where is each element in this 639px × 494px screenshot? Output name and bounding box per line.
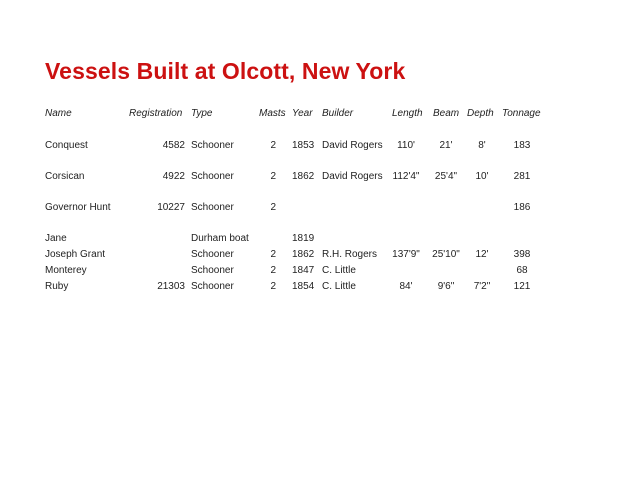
header-registration: Registration: [129, 108, 183, 119]
vessel-type: Schooner: [191, 202, 234, 213]
vessel-tonnage: 68: [516, 265, 528, 276]
vessel-tonnage: 398: [513, 249, 531, 260]
vessel-name: Conquest: [45, 140, 88, 151]
table-row: [0, 264, 639, 278]
vessel-name: Governor Hunt: [45, 202, 111, 213]
vessel-name: Ruby: [45, 281, 69, 292]
vessel-length: 110': [397, 140, 415, 151]
vessel-length: 112'4": [392, 171, 420, 182]
vessel-beam: 21': [439, 140, 453, 151]
vessel-type: Durham boat: [191, 233, 249, 244]
table-row: [0, 248, 639, 262]
table-row: [0, 139, 639, 153]
vessel-masts: 2: [270, 265, 276, 276]
header-year: Year: [292, 108, 313, 119]
vessel-registration: 21303: [157, 281, 185, 292]
header-depth: Depth: [467, 108, 494, 119]
vessel-year: 1854: [292, 281, 315, 292]
vessel-length: 84': [399, 281, 413, 292]
header-tonnage: Tonnage: [502, 108, 541, 119]
vessel-builder: R.H. Rogers: [322, 249, 378, 260]
vessel-builder: David Rogers: [322, 171, 383, 182]
vessel-type: Schooner: [191, 249, 234, 260]
header-name: Name: [45, 108, 72, 119]
vessel-registration: 4922: [162, 171, 185, 182]
vessel-name: Joseph Grant: [45, 249, 106, 260]
vessel-builder: C. Little: [322, 265, 356, 276]
vessel-type: Schooner: [191, 140, 234, 151]
table-header-row: [0, 107, 639, 121]
vessel-tonnage: 121: [513, 281, 531, 292]
vessel-name: Monterey: [45, 265, 87, 276]
vessel-masts: 2: [270, 281, 276, 292]
table-row: [0, 232, 639, 246]
vessel-year: 1819: [292, 233, 315, 244]
vessel-year: 1862: [292, 249, 315, 260]
vessel-depth: 8': [478, 140, 486, 151]
vessel-length: 137'9": [392, 249, 420, 260]
vessel-builder: David Rogers: [322, 140, 383, 151]
vessel-masts: 2: [270, 249, 276, 260]
vessel-builder: C. Little: [322, 281, 356, 292]
header-masts: Masts: [259, 108, 286, 119]
vessel-depth: 10': [475, 171, 489, 182]
vessel-beam: 25'10": [432, 249, 460, 260]
vessel-tonnage: 281: [513, 171, 531, 182]
vessel-name: Corsican: [45, 171, 85, 182]
vessel-depth: 12': [475, 249, 489, 260]
vessel-masts: 2: [270, 140, 276, 151]
table-row: [0, 280, 639, 294]
vessel-beam: 9'6": [437, 281, 455, 292]
vessel-depth: 7'2": [473, 281, 491, 292]
header-type: Type: [191, 108, 213, 119]
vessel-masts: 2: [270, 202, 276, 213]
header-beam: Beam: [433, 108, 460, 119]
vessel-name: Jane: [45, 233, 67, 244]
vessel-year: 1853: [292, 140, 315, 151]
vessel-year: 1847: [292, 265, 315, 276]
vessel-tonnage: 186: [513, 202, 531, 213]
vessel-registration: 10227: [157, 202, 185, 213]
table-row: [0, 201, 639, 215]
table-row: [0, 170, 639, 184]
header-length: Length: [392, 108, 423, 119]
vessel-type: Schooner: [191, 171, 234, 182]
header-builder: Builder: [322, 108, 354, 119]
vessel-type: Schooner: [191, 265, 234, 276]
vessel-beam: 25'4": [434, 171, 458, 182]
vessel-type: Schooner: [191, 281, 234, 292]
vessel-year: 1862: [292, 171, 315, 182]
vessel-masts: 2: [270, 171, 276, 182]
vessel-tonnage: 183: [513, 140, 531, 151]
vessel-registration: 4582: [162, 140, 185, 151]
page-title: Vessels Built at Olcott, New York: [45, 58, 406, 84]
